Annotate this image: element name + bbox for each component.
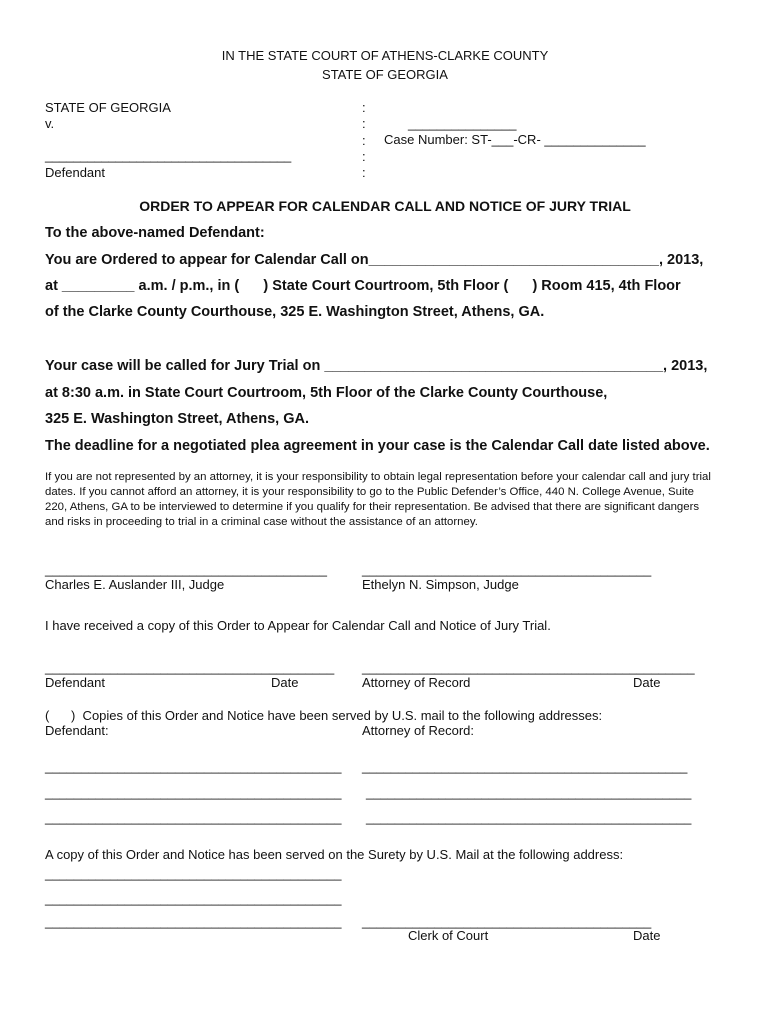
- defendant-receipt-signature-line: ________________________________________: [45, 660, 335, 675]
- attorney-receipt-signature-line: ______________________________________________: [362, 660, 695, 675]
- judge1-name: Charles E. Auslander III, Judge: [45, 577, 225, 592]
- jury-trial-date-line: Your case will be called for Jury Trial on __________________________________________, 2013,: [45, 358, 708, 374]
- clerk-label: Clerk of Court: [408, 928, 489, 943]
- clerk-signature-line: ________________________________________: [362, 914, 652, 929]
- surety-address-line: _________________________________________: [45, 866, 342, 881]
- service-attorney-label: Attorney of Record:: [362, 723, 474, 738]
- caption-colon: :: [362, 116, 366, 131]
- document-title: ORDER TO APPEAR FOR CALENDAR CALL AND NOTICE OF JURY TRIAL: [139, 198, 631, 214]
- surety-address-line: _________________________________________: [45, 891, 342, 906]
- attorney-address-line: _____________________________________________: [366, 810, 692, 825]
- court-name: IN THE STATE COURT OF ATHENS-CLARKE COUNTY: [221, 48, 549, 63]
- attorney-notice-paragraph: If you are not represented by an attorney, it is your responsibility to obtain legal representation before your calendar call and jury trial dates. If you cannot afford an attorney, it is your responsibility to go to the Public Defender’s Office, 440 N. College Avenue, Suite 220, Athens, GA to be interviewed to determine if you qualify for their representation. Be advised that there are significant dangers and risks in proceeding to trial in a criminal case without the assistance of an attorney.: [45, 471, 711, 528]
- surety-statement: A copy of this Order and Notice has been served on the Surety by U.S. Mail at the following address:: [45, 847, 624, 862]
- caption-colon: :: [362, 100, 366, 115]
- defendant-address-line: _________________________________________: [45, 759, 342, 774]
- attorney-date-label: Date: [633, 675, 661, 690]
- case-number-field: Case Number: ST-___-CR- ______________: [384, 132, 646, 147]
- service-defendant-label: Defendant:: [45, 723, 109, 738]
- addressee: To the above-named Defendant:: [45, 225, 265, 241]
- clerk-date-label: Date: [633, 928, 661, 943]
- defendant-date-label: Date: [271, 675, 299, 690]
- calendar-call-time-location-line: at _________ a.m. / p.m., in ( ) State Court Courtroom, 5th Floor ( ) Room 415, 4th Floor: [45, 278, 681, 294]
- judge2-name: Ethelyn N. Simpson, Judge: [362, 577, 519, 592]
- receipt-statement: I have received a copy of this Order to Appear for Calendar Call and Notice of Jury Trial.: [45, 618, 551, 633]
- caption-colon: :: [362, 149, 366, 164]
- attorney-address-line: _____________________________________________: [366, 785, 692, 800]
- defendant-address-line: _________________________________________: [45, 785, 342, 800]
- surety-address-line: _________________________________________: [45, 914, 342, 929]
- jury-trial-time-line: at 8:30 a.m. in State Court Courtroom, 5th Floor of the Clarke County Courthouse,: [45, 385, 608, 401]
- caption-colon: :: [362, 133, 366, 148]
- judge2-signature-line: ________________________________________: [362, 562, 652, 577]
- defendant-caption-label: Defendant: [45, 165, 105, 180]
- versus-label: v.: [45, 116, 55, 131]
- calendar-call-date-line: You are Ordered to appear for Calendar Call on____________________________________, 2013,: [45, 252, 704, 268]
- state-name: STATE OF GEORGIA: [322, 67, 448, 82]
- jury-trial-address-line: 325 E. Washington Street, Athens, GA.: [45, 411, 309, 427]
- judge1-signature-line: _______________________________________: [45, 562, 327, 577]
- case-blank-top: _______________: [408, 116, 517, 131]
- plea-deadline: The deadline for a negotiated plea agreement in your case is the Calendar Call date listed above.: [45, 438, 710, 454]
- defendant-receipt-label: Defendant: [45, 675, 105, 690]
- defendant-address-line: _________________________________________: [45, 810, 342, 825]
- service-statement: ( ) Copies of this Order and Notice have been served by U.S. mail to the following addresses:: [45, 708, 603, 723]
- defendant-signature-line: ___________________________________: [45, 148, 292, 163]
- plaintiff-name: STATE OF GEORGIA: [45, 100, 171, 115]
- attorney-receipt-label: Attorney of Record: [362, 675, 471, 690]
- attorney-address-line: _____________________________________________: [362, 759, 688, 774]
- caption-colon: :: [362, 165, 366, 180]
- calendar-call-address-line: of the Clarke County Courthouse, 325 E. Washington Street, Athens, GA.: [45, 304, 545, 320]
